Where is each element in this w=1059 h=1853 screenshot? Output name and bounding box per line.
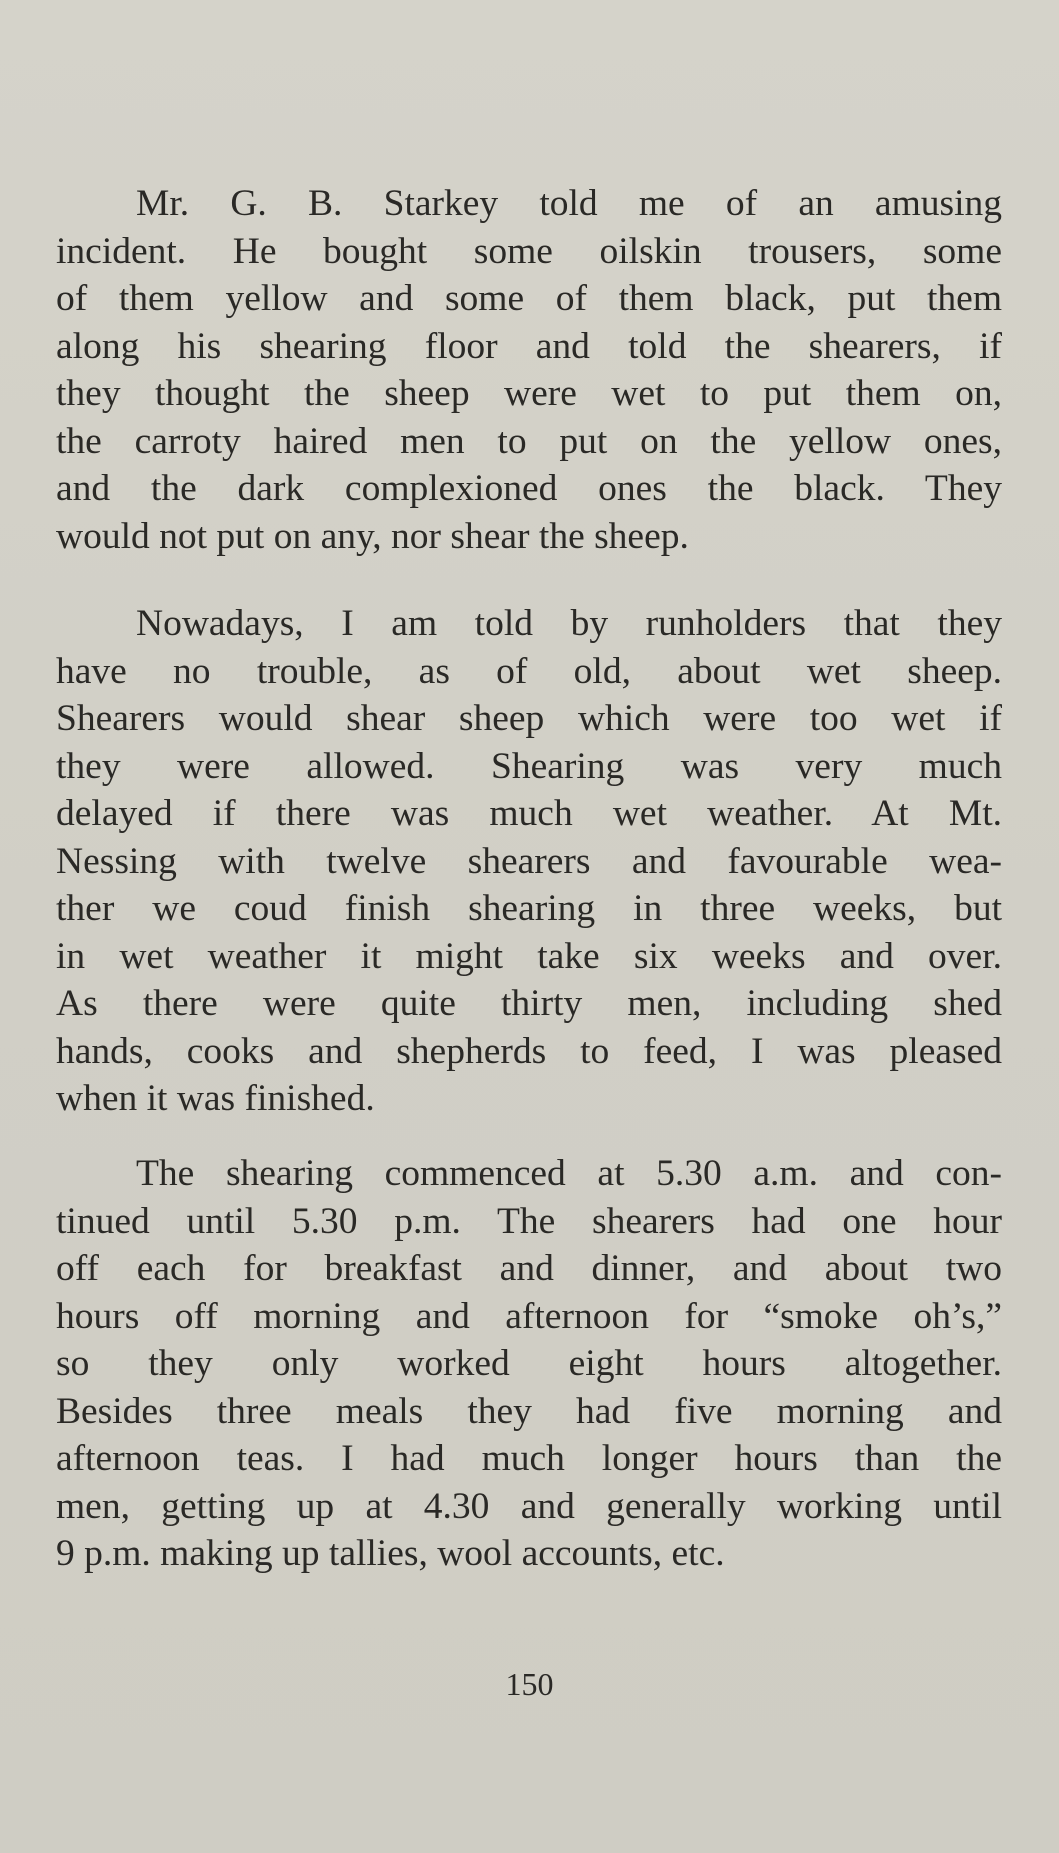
text-line: As there were quite thirty men, including shed — [56, 983, 1002, 1024]
text-line: The shearing commenced at 5.30 a.m. and con- — [136, 1153, 1002, 1194]
text-line: would not put on any, nor shear the sheep. — [56, 515, 689, 557]
text-line: off each for breakfast and dinner, and about two — [56, 1248, 1002, 1289]
text-line: afternoon teas. I had much longer hours than the — [56, 1438, 1002, 1479]
text-line: hours off morning and afternoon for “smoke oh’s,” — [56, 1295, 1002, 1337]
paragraph — [56, 1150, 1002, 1578]
text-line: Nowadays, I am told by runholders that they — [136, 603, 1002, 644]
text-line: they thought the sheep were wet to put them on, — [56, 373, 1002, 414]
text-line: the carroty haired men to put on the yellow ones, — [56, 420, 1002, 462]
text-line: men, getting up at 4.30 and generally working until — [56, 1485, 1002, 1527]
text-line: have no trouble, as of old, about wet sheep. — [56, 650, 1002, 692]
text-line: tinued until 5.30 p.m. The shearers had one hour — [56, 1200, 1002, 1242]
text-line: Besides three meals they had five morning and — [56, 1390, 1002, 1432]
text-line: they were allowed. Shearing was very much — [56, 745, 1002, 787]
text-line: incident. He bought some oilskin trousers, some — [56, 230, 1002, 272]
page-number: 150 — [505, 1666, 554, 1702]
text-line: delayed if there was much wet weather. At Mt. — [56, 793, 1002, 834]
text-line: Nessing with twelve shearers and favourable wea- — [56, 840, 1002, 882]
paragraph — [56, 180, 1002, 560]
text-line: and the dark complexioned ones the black. They — [56, 468, 1002, 509]
text-line: when it was finished. — [56, 1078, 375, 1119]
text-line: Mr. G. B. Starkey told me of an amusing — [136, 183, 1002, 224]
text-line: ther we coud finish shearing in three weeks, but — [56, 888, 1002, 929]
text-line: so they only worked eight hours altogether. — [56, 1343, 1002, 1384]
text-line: Shearers would shear sheep which were too wet if — [56, 698, 1002, 739]
text-line: of them yellow and some of them black, put them — [56, 278, 1002, 319]
text-line: 9 p.m. making up tallies, wool accounts, etc. — [56, 1533, 725, 1574]
text-line: hands, cooks and shepherds to feed, I was pleased — [56, 1030, 1002, 1072]
paragraph — [56, 600, 1002, 1123]
text-line: in wet weather it might take six weeks and over. — [56, 935, 1002, 977]
text-line: along his shearing floor and told the shearers, if — [56, 325, 1002, 367]
